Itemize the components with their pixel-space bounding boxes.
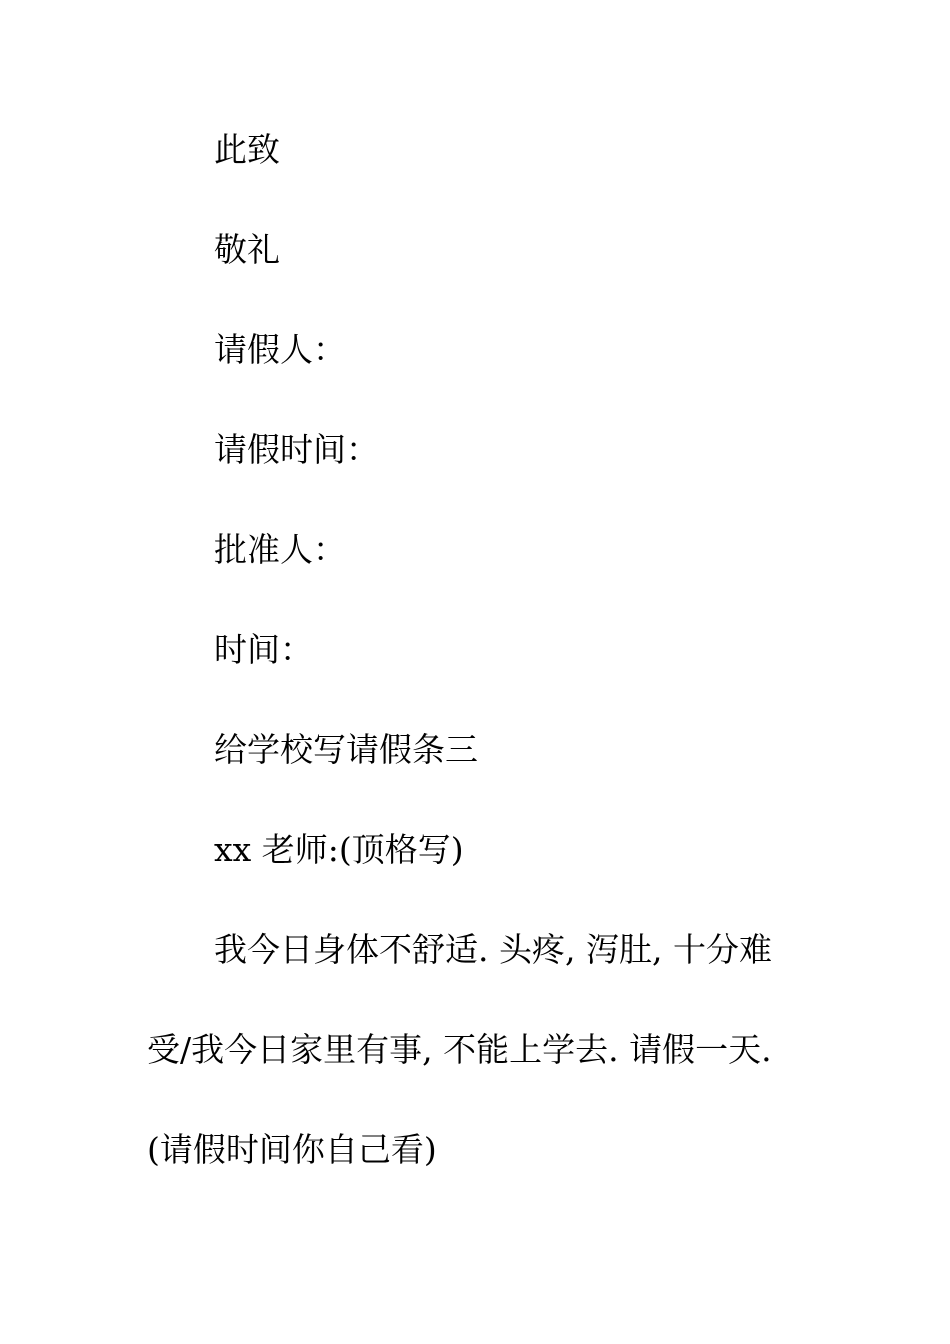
section-heading: 给学校写请假条三 xyxy=(214,730,478,769)
applicant-field: 请假人： xyxy=(214,330,346,369)
closing-line: 此致 xyxy=(214,130,280,169)
salutation-line: 敬礼 xyxy=(214,230,280,269)
body-paragraph-line-2: 受/我今日家里有事, 不能上学去. 请假一天. xyxy=(147,1030,772,1069)
body-paragraph-line-3: (请假时间你自己看) xyxy=(147,1130,437,1169)
date-field: 时间： xyxy=(214,630,313,669)
addressee-line: xx 老师:(顶格写) xyxy=(214,830,464,869)
leave-time-field: 请假时间： xyxy=(214,430,379,469)
body-paragraph-line-1: 我今日身体不舒适. 头疼, 泻肚, 十分难 xyxy=(214,930,772,969)
approver-field: 批准人： xyxy=(214,530,346,569)
